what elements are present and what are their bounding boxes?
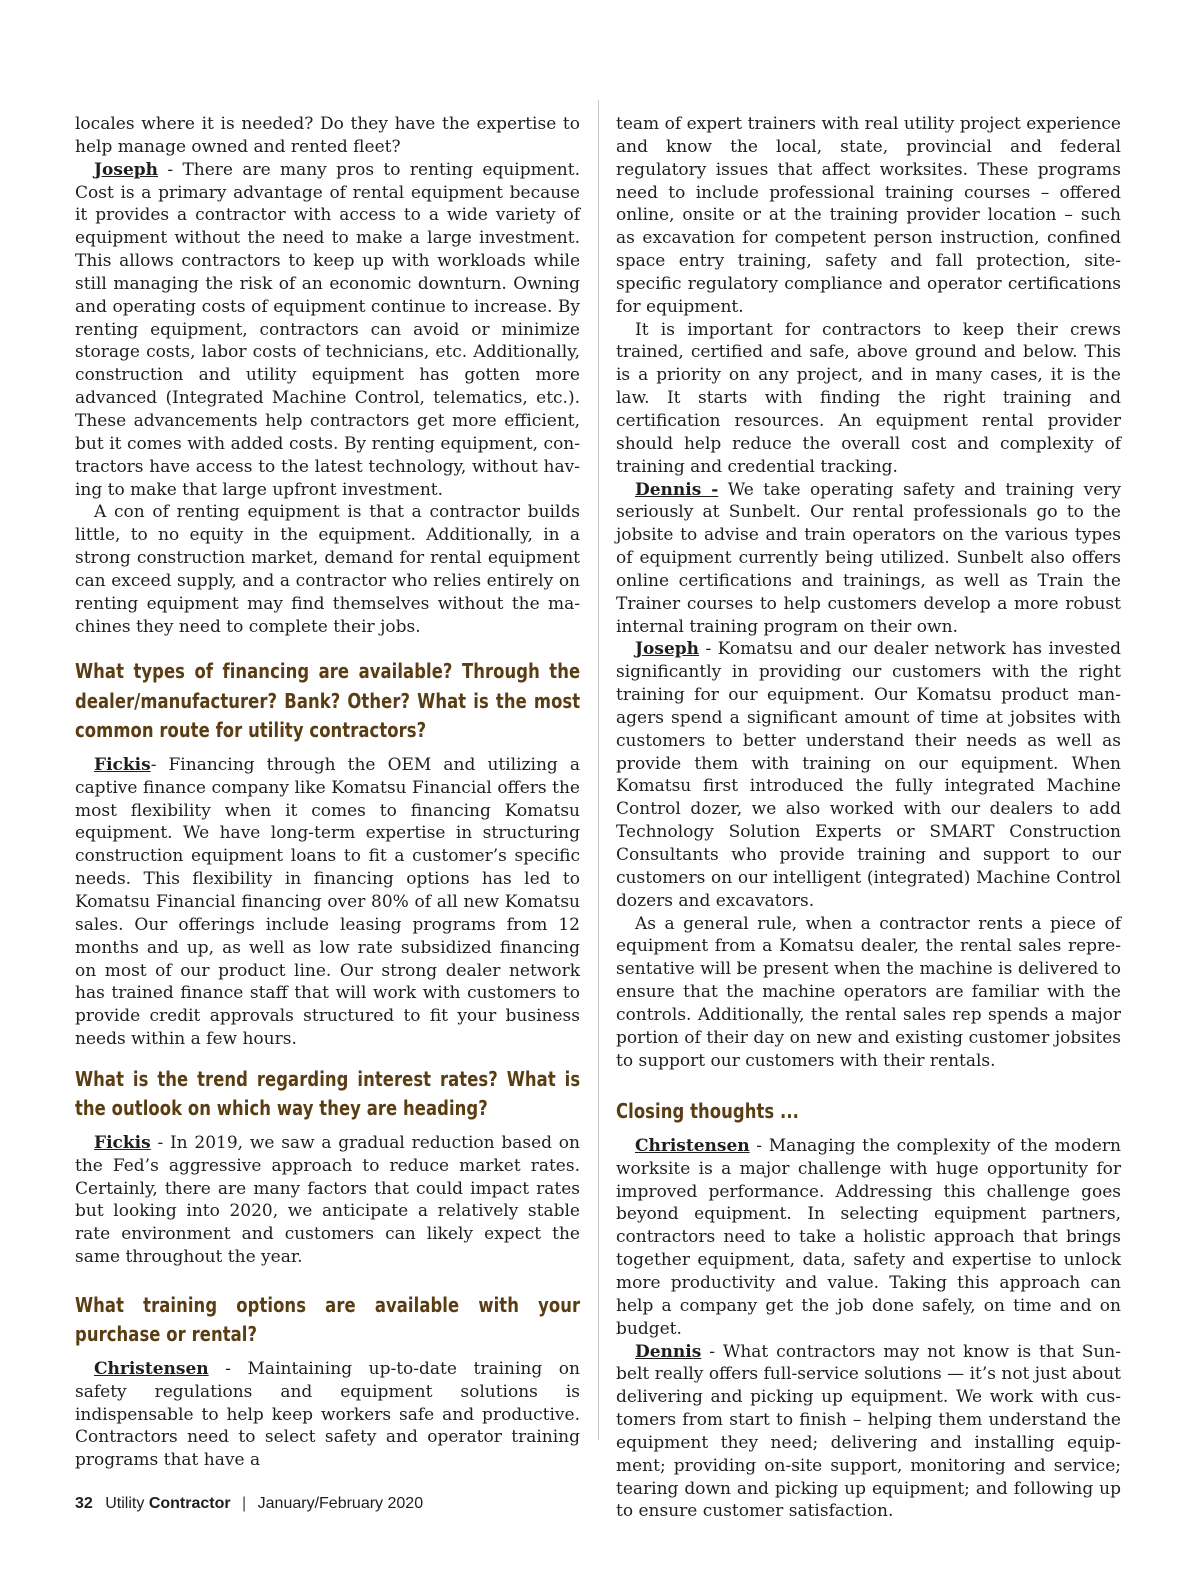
paragraph <box>75 159 580 502</box>
paragraph-text: - Managing the complexity of the modern worksite is a major challenge with huge opportunity for improved performance. Addressing this challenge goes beyond equipment. In selecting equipment partners, contractors need to take a holistic approach that brings together equipment, data, safety and expertise to unlock more productivity and value. Taking this approach can help a company get the job done safely, on time and on budget. <box>616 1135 1121 1339</box>
paragraph-text: - Maintaining up-to-date training on safety regulations and equipment solutions is indispensable to help keep workers safe and productive. Contractors need to select safety and operator training programs that have a <box>75 1358 580 1471</box>
paragraph <box>616 638 1121 912</box>
paragraph <box>616 479 1121 639</box>
paragraph <box>616 1135 1121 1341</box>
magazine-name-bold: Contractor <box>148 1495 231 1512</box>
section-heading: Closing thoughts ... <box>616 1099 799 1124</box>
paragraph-text: We take operating safety and training very seriously at Sunbelt. Our rental professionals go to the jobsite to advise and train operators on the various types of equipment currently being utilized. Sunbelt also offers online certifications and trainings, as well as Train the Trainer courses to help customers develop a more robust internal training program on their own. <box>616 479 1121 637</box>
column-divider <box>598 100 599 1440</box>
paragraph-text: - There are many pros to renting equipment. Cost is a primary advantage of rental equipment because it provides a contractor with access to a wide variety of equipment without the need to make a large investment. This allows contractors to keep up with workloads while still managing the risk of an economic downturn. Owning and operating costs of equipment continue to increase. By renting equipment, contractors can avoid or minimize storage costs, labor costs of technicians, etc. Additionally, construction and utility equipment has gotten more advanced (Integrated Machine Control, telematics, etc.). These advancements help contractors get more efficient, but it comes with added costs. By renting equipment, contractors have access to the latest technology, without having to make that large upfront investment. <box>75 159 580 500</box>
paragraph: locales where it is needed? Do they have the expertise to help manage owned and rented fleet? <box>75 114 580 157</box>
page-footer <box>75 1495 423 1513</box>
left-column <box>75 113 580 1472</box>
speaker-name: Joseph <box>94 159 159 180</box>
magazine-name-regular: Utility <box>105 1495 145 1512</box>
speaker-name: Christensen <box>635 1135 750 1156</box>
paragraph: As a general rule, when a contractor rents a piece of equipment from a Komatsu dealer, the rental sales representative will be present when the machine is delivered to ensure that the machine operators are familiar with the controls. Additionally, the rental sales rep spends a major portion of their day on new and existing customer jobsites to support our customers with their rentals. <box>616 913 1121 1071</box>
issue-date: January/February 2020 <box>257 1495 424 1512</box>
section-heading: What is the trend regarding interest rates? What is the outlook on which way they are heading? <box>75 1066 581 1121</box>
paragraph <box>75 1132 580 1269</box>
footer-separator: | <box>242 1495 247 1512</box>
speaker-name: Christensen <box>94 1358 209 1379</box>
section-heading: What types of financing are available? Through the dealer/manufacturer? Bank? Other? What is the most common route for utility contractors? <box>75 659 581 743</box>
speaker-name: Fickis <box>94 1132 151 1153</box>
paragraph: team of expert trainers with real utility project experience and know the local, state, provincial and federal regulatory issues that affect worksites. These programs need to include professional training courses – offered online, onsite or at the training provider location – such as excavation for competent person instruction, confined space entry training, safety and fall protection, site-specific regulatory compliance and operator certifications for equipment. <box>616 114 1121 317</box>
paragraph-text: - What contractors may not know is that Sunbelt really offers full-service solutions — it’s not just about delivering and picking up equipment. We work with customers from start to finish – helping them understand the equipment they need; delivering and installing equipment; providing on-site support, monitoring and service; tearing down and picking up equipment; and following up to ensure customer satisfaction. <box>616 1341 1122 1522</box>
paragraph-text: - Financing through the OEM and utilizing a captive finance company like Komatsu Financial offers the most flexibility when it comes to financing Komatsu equipment. We have long-term expertise in structuring construction equipment loans to fit a customer’s specific needs. This flexibility in financing options has led to Komatsu Financial financing over 80% of all new Komatsu sales. Our offerings include leasing programs from 12 months and up, as well as low rate subsidized financing on most of our product line. Our strong dealer network has trained finance staff that will work with customers to provide credit approvals structured to fit your business needs within a few hours. <box>75 754 580 1050</box>
paragraph: A con of renting equipment is that a contractor builds little, to no equity in the equipment. Additionally, in a strong construction market, demand for rental equipment can exceed supply, and a contractor who relies entirely on renting equipment may find themselves without the machines they need to complete their jobs. <box>75 502 580 637</box>
paragraph <box>75 754 580 1051</box>
right-column <box>616 113 1121 1523</box>
paragraph-text: - Komatsu and our dealer network has invested significantly in providing our customers with the right training for our equipment. Our Komatsu product managers spend a significant amount of time at jobsites with customers to better understand their needs as well as provide them with training on our equipment. When Komatsu first introduced the fully integrated Machine Control dozer, we also worked with our dealers to add Technology Solution Experts or SMART Construction Consultants who provide training and support to our customers on our intelligent (integrated) Machine Control dozers and excavators. <box>616 639 1121 911</box>
paragraph-text: - In 2019, we saw a gradual reduction based on the Fed’s aggressive approach to reduce market rates. Certainly, there are many factors that could impact rates but looking into 2020, we anticipate a relatively stable rate environment and customers can likely expect the same throughout the year. <box>75 1132 580 1268</box>
speaker-name: Joseph <box>635 639 700 660</box>
page-number: 32 <box>75 1495 93 1512</box>
speaker-name: Dennis <box>635 1341 702 1362</box>
paragraph <box>75 1358 580 1472</box>
speaker-name: Dennis - <box>635 479 719 500</box>
paragraph: It is important for contractors to keep their crews trained, certified and safe, above ground and below. This is a priority on any project, and in many cases, it is the law. It starts with finding the right training and certification resources. An equipment rental provider should help reduce the overall cost and complexity of training and credential tracking. <box>616 319 1121 477</box>
section-heading: What training options are available with your purchase or rental? <box>75 1292 581 1347</box>
paragraph <box>616 1341 1121 1524</box>
speaker-name: Fickis <box>94 754 151 775</box>
